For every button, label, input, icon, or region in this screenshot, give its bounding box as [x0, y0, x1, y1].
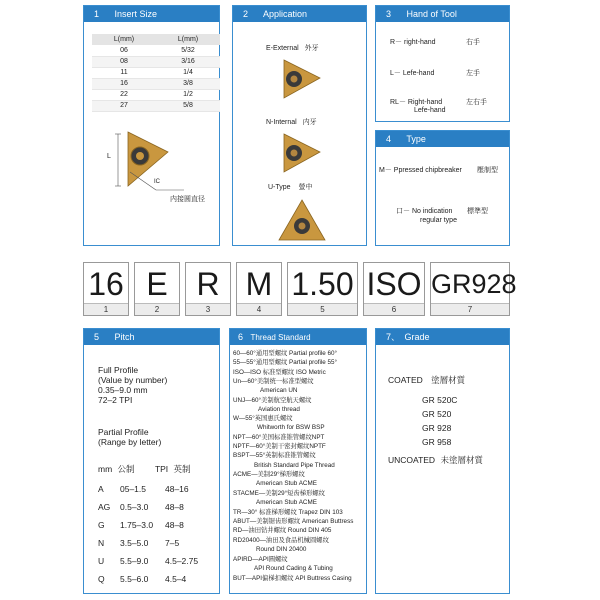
size-inch: 5/32	[156, 45, 220, 56]
pitch-mm: 5.5–6.0	[120, 574, 149, 584]
code-value: R	[196, 266, 220, 302]
code-index: 5	[288, 303, 357, 315]
hand-right-left-label-2: Lefe-hand	[414, 107, 446, 114]
table-row	[92, 78, 220, 89]
pitch-mm: 05–1.5	[120, 484, 146, 494]
code-index: 2	[135, 303, 179, 315]
thread-line: Round DIN 20400	[256, 546, 307, 553]
pitch-letter: AG	[98, 502, 111, 512]
size-inch: 1/2	[156, 89, 220, 100]
partial-profile-title: Partial Profile	[98, 427, 149, 437]
thread-standard-panel	[229, 328, 367, 594]
pitch-panel	[83, 328, 220, 594]
type-panel	[375, 130, 510, 246]
code-index: 4	[237, 303, 281, 315]
thread-line: API Round Cading & Tubing	[254, 565, 333, 572]
external-insert-icon	[278, 58, 322, 100]
pitch-mm: 1.75–3.0	[120, 520, 154, 530]
hand-right-cn: 右手	[466, 39, 480, 46]
table-row	[92, 100, 220, 111]
thread-line: 60—60°通用型螺纹 Partial profile 60°	[233, 350, 338, 357]
thread-line: ACME—美制29°梯形螺纹	[233, 471, 305, 478]
code-index: 1	[84, 303, 128, 315]
pitch-number: 5	[94, 332, 100, 342]
thread-line: Aviation thread	[258, 406, 300, 413]
internal-insert-icon	[278, 132, 322, 174]
insert-size-header	[84, 6, 219, 22]
uncoated-label: UNCOATED 未塗層材質	[388, 455, 483, 465]
hand-of-tool-title: Hand of Tool	[406, 9, 457, 19]
pitch-table-header: mm 公制 TPI 英制	[98, 464, 191, 474]
application-internal-label: N-Internal 内牙	[266, 119, 317, 126]
grade-number: 7、	[386, 332, 401, 342]
column-header: L(mm)	[156, 34, 220, 45]
pitch-letter: U	[98, 556, 105, 566]
code-box-size	[83, 262, 129, 316]
hand-of-tool-panel	[375, 5, 510, 122]
thread-line: NPTF—60°美制干密封螺纹NPTF	[233, 443, 326, 450]
insert-size-table	[92, 34, 220, 112]
thread-standard-header	[230, 329, 366, 345]
thread-standard-number: 6	[238, 332, 244, 342]
table-row	[92, 45, 220, 56]
u-type-insert-icon	[277, 198, 327, 242]
hand-left-label: L－ Lefe-hand	[390, 70, 435, 77]
type-title: Type	[406, 134, 426, 144]
pitch-letter: A	[98, 484, 104, 494]
code-box-type	[236, 262, 282, 316]
full-profile-title: Full Profile	[98, 365, 139, 375]
pitch-header	[84, 329, 219, 345]
pitch-tpi: 48–8	[165, 520, 184, 530]
partial-profile-note: (Range by letter)	[98, 437, 162, 447]
thread-line: APIRD—API圓螺纹	[233, 556, 288, 563]
thread-line: Un—60°美制统一标准型螺纹	[233, 378, 314, 385]
code-index: 3	[186, 303, 230, 315]
thread-line: ABUT—美制锯齿形螺纹 American Buttress	[233, 518, 354, 525]
code-box-thread-standard	[363, 262, 425, 316]
hand-left-cn: 左手	[466, 70, 480, 77]
thread-line: Whitworth for BSW BSP	[257, 424, 325, 431]
thread-line: 55—55°通用型螺纹 Partial profile 55°	[233, 359, 338, 366]
full-profile-tpi-range: 72–2 TPI	[98, 395, 133, 405]
pitch-letter: N	[98, 538, 105, 548]
code-value: E	[146, 266, 168, 302]
code-value: M	[245, 266, 273, 302]
grade-title: Grade	[404, 332, 430, 342]
size-inch: 3/16	[156, 56, 220, 67]
type-header	[376, 131, 509, 147]
code-box-application	[134, 262, 180, 316]
size-mm: 22	[92, 89, 156, 100]
code-value: 16	[88, 266, 124, 302]
insert-size-title: Insert Size	[114, 9, 158, 19]
type-number: 4	[386, 134, 392, 144]
pitch-tpi: 4.5–2.75	[165, 556, 199, 566]
dimension-line-l	[115, 134, 121, 186]
full-profile-mm-range: 0.35–9.0 mm	[98, 385, 148, 395]
dimension-label-ic: IC	[154, 179, 160, 185]
pitch-mm: 3.5–5.0	[120, 538, 149, 548]
thread-line: BUT—API偏梯扣螺纹 API Buttress Casing	[233, 575, 352, 582]
grade-panel	[375, 328, 510, 594]
thread-line: American UN	[260, 387, 298, 394]
column-header: L(mm)	[92, 34, 156, 45]
application-u-type-label: U-Type 螢中	[268, 184, 313, 191]
type-pressed-label: M－ Ppressed chipbreaker	[379, 167, 462, 174]
thread-line: ISO—ISO 标准型螺纹 ISO Metric	[233, 369, 326, 376]
hand-of-tool-number: 3	[386, 9, 392, 19]
code-box-hand	[185, 262, 231, 316]
pitch-tpi: 48–8	[165, 502, 184, 512]
hand-right-left-label: RL－ Right-hand	[390, 99, 443, 106]
full-profile-note: (Value by number)	[98, 375, 168, 385]
code-value: ISO	[366, 266, 422, 302]
thread-line: RD—油田钻井螺纹 Round DIN 405	[233, 527, 332, 534]
type-no-indication-label: 口－ No indication	[396, 208, 453, 215]
code-box-pitch	[287, 262, 358, 316]
size-mm: 11	[92, 67, 156, 78]
application-header	[233, 6, 366, 22]
table-row	[92, 89, 220, 100]
grade-item: GR 958	[422, 437, 452, 447]
code-index: 7	[431, 303, 509, 315]
table-row	[92, 67, 220, 78]
coated-label: COATED 塗層材質	[388, 375, 466, 385]
application-external-label: E-External 外牙	[266, 45, 319, 52]
hand-right-label: R－ right-hand	[390, 39, 436, 46]
type-no-indication-cn: 標準型	[467, 208, 488, 215]
thread-line: NPT—60°美国标准锥管螺纹NPT	[233, 434, 325, 441]
thread-line: RD20400—油田及食品机械圆螺纹	[233, 537, 329, 544]
pitch-title: Pitch	[114, 332, 135, 342]
hand-right-left-cn: 左右手	[466, 99, 487, 106]
pitch-tpi: 7–5	[165, 538, 180, 548]
thread-line: BSPT—55°英制标准锥管螺纹	[233, 452, 316, 459]
thread-line: STACME—美制29°短齿梯形螺纹	[233, 490, 325, 497]
grade-item: GR 928	[422, 423, 452, 433]
thread-standard-title: Thread Standard	[250, 333, 311, 342]
pitch-mm: 5.5–9.0	[120, 556, 149, 566]
size-mm: 16	[92, 78, 156, 89]
table-header-row	[92, 34, 220, 45]
code-value: 1.50	[291, 266, 354, 302]
size-mm: 27	[92, 100, 156, 111]
code-index: 6	[364, 303, 424, 315]
dimension-label-l: L	[107, 153, 111, 160]
thread-line: TR—30° 标准梯形螺纹 Trapez DIN 103	[233, 509, 343, 516]
size-inch: 3/8	[156, 78, 220, 89]
thread-line: UNJ—60°美制航空航天螺纹	[233, 397, 312, 404]
pitch-letter: G	[98, 520, 105, 530]
application-title: Application	[263, 9, 308, 19]
size-inch: 5/8	[156, 100, 220, 111]
pitch-mm: 0.5–3.0	[120, 502, 149, 512]
pitch-letter: Q	[98, 574, 105, 584]
application-number: 2	[243, 9, 249, 19]
application-panel	[232, 5, 367, 246]
thread-line: British Standard Pipe Thread	[254, 462, 335, 469]
size-mm: 06	[92, 45, 156, 56]
table-row	[92, 56, 220, 67]
pitch-tpi: 48–16	[165, 484, 189, 494]
hand-of-tool-header	[376, 6, 509, 22]
pitch-tpi: 4.5–4	[165, 574, 187, 584]
type-pressed-cn: 壓制型	[477, 167, 498, 174]
insert-size-number: 1	[94, 9, 100, 19]
insert-size-panel	[83, 5, 220, 246]
grade-item: GR 520	[422, 409, 452, 419]
thread-line: American Stub ACME	[256, 480, 317, 487]
grade-item: GR 520C	[422, 395, 458, 405]
size-inch: 1/4	[156, 67, 220, 78]
thread-line: W—55°英国惠氏螺纹	[233, 415, 293, 422]
size-mm: 08	[92, 56, 156, 67]
grade-header	[376, 329, 509, 345]
type-regular-label: regular type	[420, 217, 457, 224]
code-box-grade	[430, 262, 517, 316]
thread-line: American Stub ACME	[256, 499, 317, 506]
insert-diagram-caption: 内接圆直径	[170, 196, 205, 203]
code-value: GR928	[431, 269, 517, 299]
